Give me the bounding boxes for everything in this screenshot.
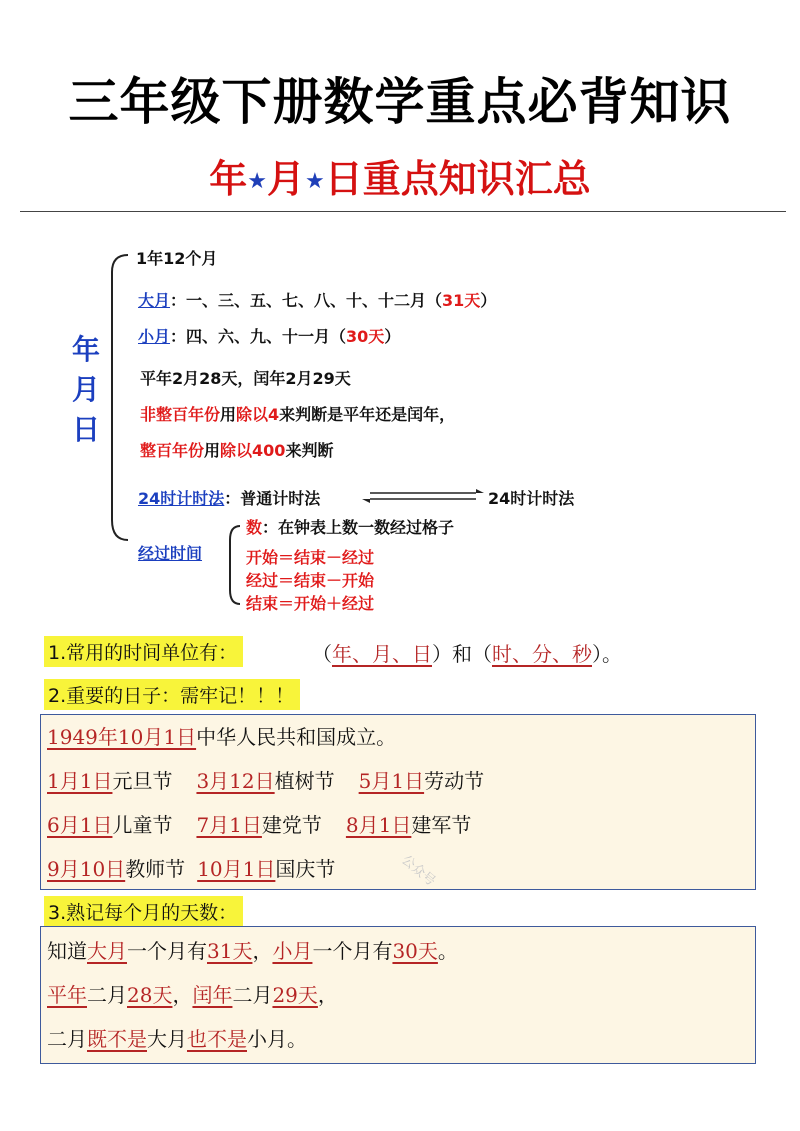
february-days: 平年2月28天，闰年2月29天 bbox=[140, 369, 351, 388]
holiday-row: 9月10日教师节 10月1日国庆节 bbox=[47, 857, 336, 881]
founding-day-line: 1949年10月1日中华人民共和国成立。 bbox=[47, 725, 397, 749]
leap-rule-1: 非整百年份用除以4来判断是平年还是闰年， bbox=[140, 405, 456, 424]
section1-heading: 1.常用的时间单位有： bbox=[44, 636, 243, 667]
formula-start: 开始＝结束－经过 bbox=[246, 548, 375, 567]
month-days-line-2: 平年二月28天，闰年二月29天， bbox=[47, 983, 338, 1007]
month-days-line-1: 知道大月一个月有31天，小月一个月有30天。 bbox=[47, 939, 458, 963]
mindmap-root-day: 日 bbox=[71, 413, 100, 446]
section3-heading: 3.熟记每个月的天数： bbox=[44, 896, 243, 927]
section2-heading: 2.重要的日子：需牢记！！！ bbox=[44, 679, 300, 710]
holiday-row: 1月1日元旦节 3月12日植树节 5月1日劳动节 bbox=[47, 769, 485, 793]
month-days-line-3: 二月既不是大月也不是小月。 bbox=[47, 1027, 307, 1051]
clock24-label: 24时计时法：普通计时法 bbox=[138, 489, 321, 508]
star-icon: ★ bbox=[247, 169, 267, 194]
month-days-box bbox=[40, 926, 756, 1064]
page-title: 三年级下册数学重点必背知识 bbox=[68, 73, 732, 131]
months-per-year: 1年12个月 bbox=[136, 249, 218, 268]
star-icon: ★ bbox=[305, 169, 325, 194]
time-units-answer: （年、月、日）和（时、分、秒）。 bbox=[312, 642, 622, 666]
holiday-row: 6月1日儿童节 7月1日建党节 8月1日建军节 bbox=[47, 813, 472, 837]
big-month-line: 大月：一、三、五、七、八、十、十二月（31天） bbox=[138, 291, 497, 310]
mindmap-root-year: 年 bbox=[71, 333, 100, 366]
formula-end: 结束＝开始＋经过 bbox=[246, 594, 375, 613]
page-subtitle: 年★月★日重点知识汇总 bbox=[209, 157, 591, 201]
clock24-right: 24时计时法 bbox=[488, 489, 575, 508]
small-month-line: 小月：四、六、九、十一月（30天） bbox=[138, 327, 401, 346]
elapsed-count-rule: 数：在钟表上数一数经过格子 bbox=[246, 518, 455, 537]
watermark: 公众号 bbox=[398, 852, 438, 890]
elapsed-time-label: 经过时间 bbox=[138, 544, 203, 563]
formula-elapsed: 经过＝结束－开始 bbox=[246, 571, 375, 590]
leap-rule-2: 整百年份用除以400来判断 bbox=[140, 441, 334, 460]
mindmap-root-month: 月 bbox=[71, 373, 100, 406]
